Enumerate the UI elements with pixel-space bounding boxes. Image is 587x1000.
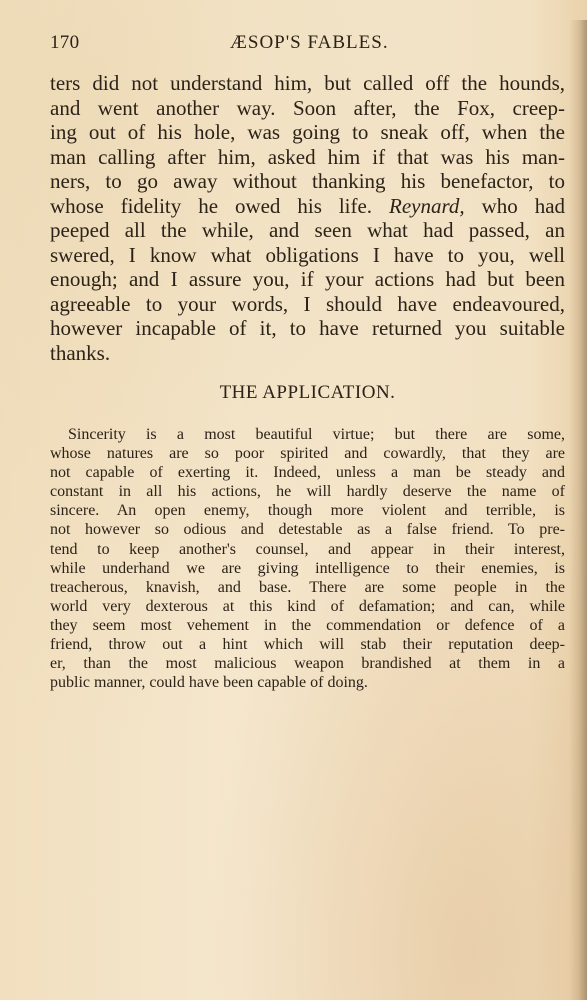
running-head: ÆSOP'S FABLES.: [230, 32, 389, 53]
application-line: not capable of exerting it. Indeed, unless a man be steady and: [50, 464, 565, 482]
application-line: tend to keep another's counsel, and appear in their interest,: [50, 540, 565, 558]
application-line: Sincerity is a most beautiful virtue; but there are some,: [68, 426, 565, 443]
section-heading: THE APPLICATION.: [219, 382, 396, 403]
fable-line: thanks.: [50, 340, 111, 365]
application-line: they seem most vehement in the commendation or defence of a: [50, 616, 565, 634]
fable-line: and went another way. Soon after, the Fox, creep-: [50, 95, 565, 120]
fable-line-start: whose fidelity he owed his life.: [50, 193, 373, 218]
application-line: whose natures are so poor spirited and cowardly, that they are: [50, 445, 565, 463]
fable-line: swered, I know what obligations I have to you, well: [50, 242, 565, 267]
application-text: [50, 425, 565, 692]
application-line: constant in all his actions, he will hardly deserve the name of: [50, 483, 565, 501]
page-number: 170: [50, 32, 80, 53]
fable-line: ners, to go away without thanking his benefactor, to: [50, 169, 565, 193]
fable-line-end: who had: [481, 193, 566, 218]
application-line: sincere. An open enemy, though more violent and terrible, is: [50, 502, 565, 520]
application-line: er, than the most malicious weapon brandished at them in a: [50, 655, 565, 673]
fable-line-with-name: [50, 194, 565, 219]
fable-line: however incapable of it, to have returned you suitable: [50, 316, 565, 340]
page-header: [50, 32, 560, 60]
fable-line: agreeable to your words, I should have endeavoured,: [50, 291, 565, 316]
application-line: treacherous, knavish, and base. There are some people in the: [50, 578, 565, 596]
application-line: public manner, could have been capable of doing.: [50, 674, 368, 692]
application-line: not however so odious and detestable as a false friend. To pre-: [50, 521, 565, 539]
fable-line: ters did not understand him, but called off the hounds,: [50, 71, 565, 95]
character-name-reynard: Reynard,: [389, 193, 465, 218]
application-line: world very dexterous at this kind of defamation; and can, while: [50, 597, 565, 615]
page-edge-shadow: [569, 20, 587, 1000]
fable-line: enough; and I assure you, if your actions had but been: [50, 267, 565, 291]
fable-line: peeped all the while, and seen what had passed, an: [50, 218, 565, 242]
application-line: friend, throw out a hint which will stab their reputation deep-: [50, 636, 565, 654]
fable-text: [50, 71, 565, 365]
fable-line: ing out of his hole, was going to sneak off, when the: [50, 120, 565, 144]
fable-line: man calling after him, asked him if that was his man-: [50, 144, 565, 169]
application-line: while underhand we are giving intelligence to their enemies, is: [50, 559, 565, 577]
